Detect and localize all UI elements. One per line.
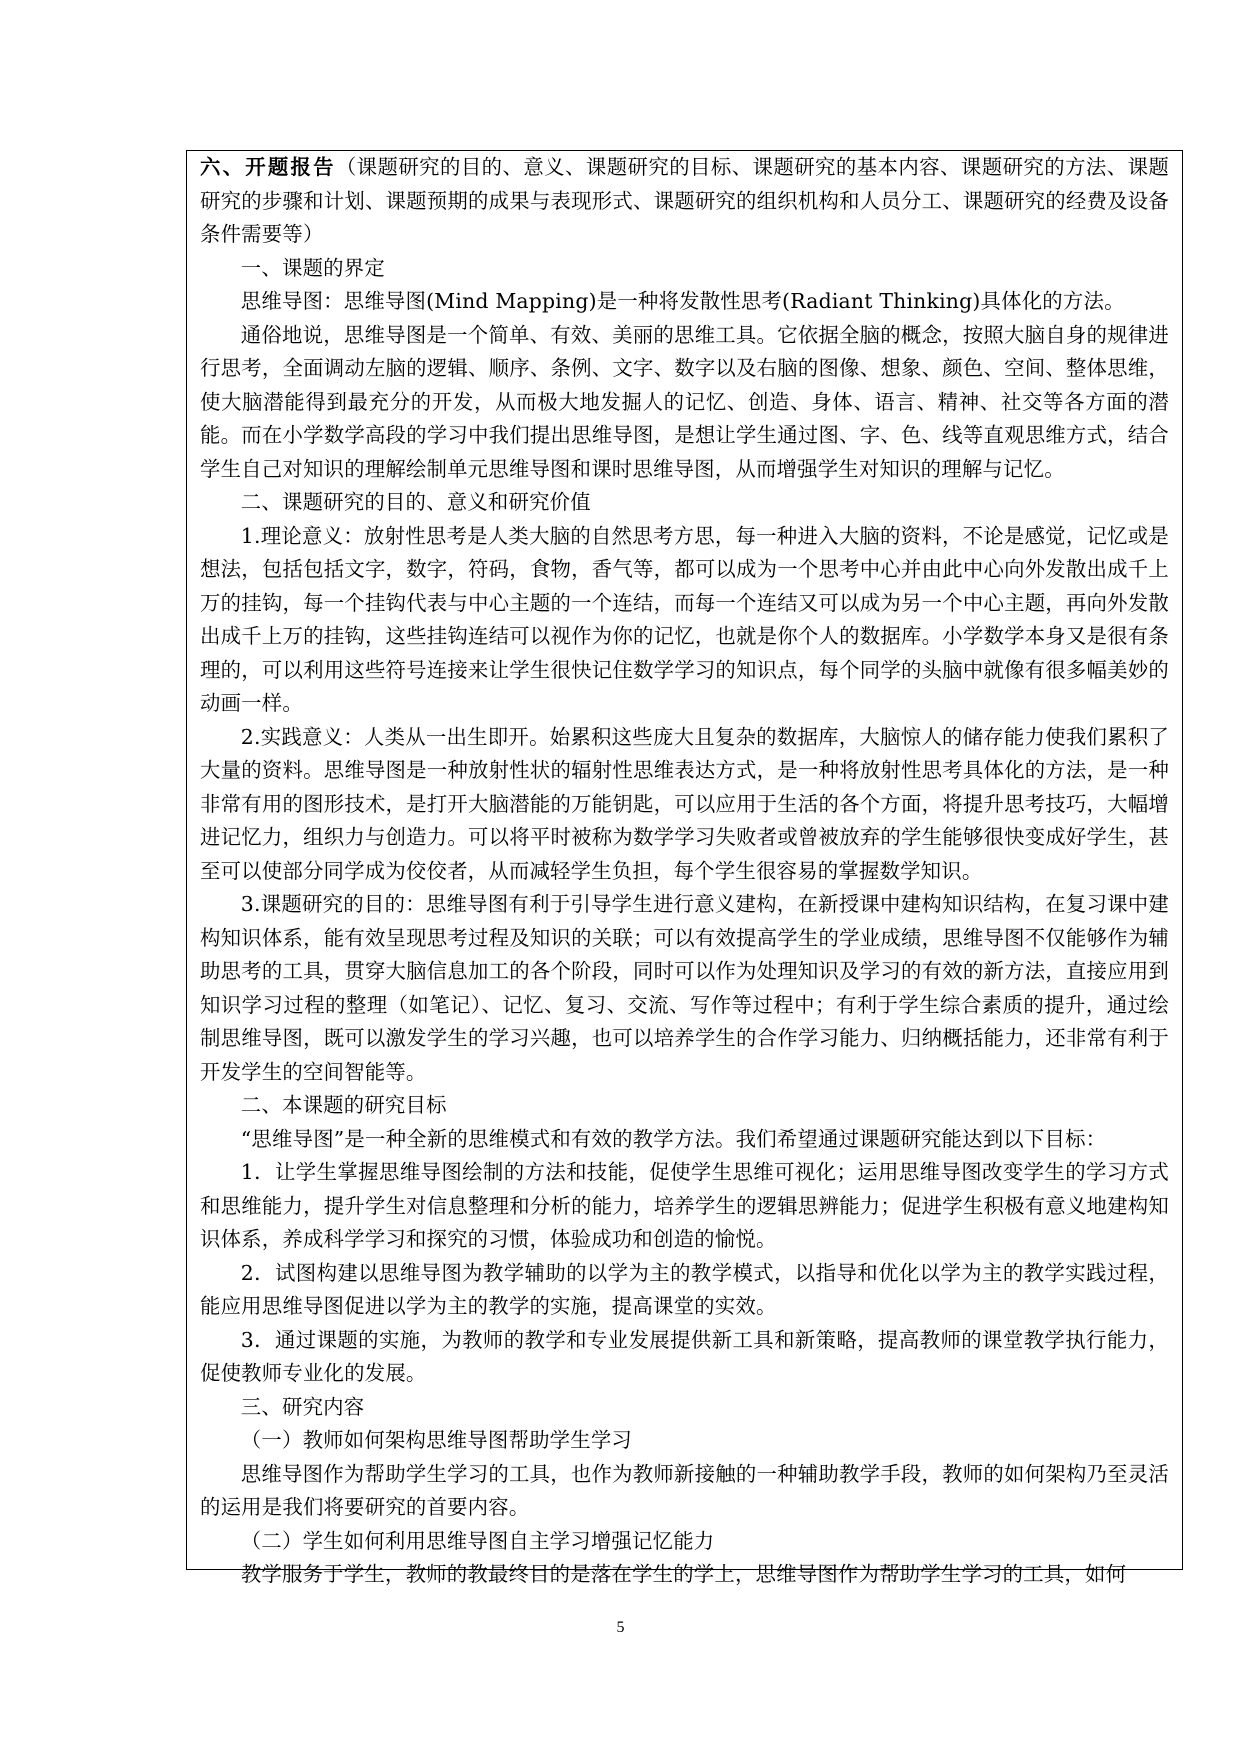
paragraph: 通俗地说，思维导图是一个简单、有效、美丽的思维工具。它依据全脑的概念，按照大脑自身的规律进行思考，全面调动左脑的逻辑、顺序、条例、文字、数字以及右脑的图像、想象、颜色、空间、整体思维，使大脑潜能得到最充分的开发，从而极大地发掘人的记忆、创造、身体、语言、精神、社交等各方面的潜能。而在小学数学高段的学习中我们提出思维导图，是想让学生通过图、字、色、线等直观思维方式，结合学生自己对知识的理解绘制单元思维导图和课时思维导图，从而增强学生对知识的理解与记忆。 [200,322,1169,481]
section-heading [200,151,1169,252]
paragraph: 3．通过课题的实施，为教师的教学和专业发展提供新工具和新策略，提高教师的课堂教学执行能力，促使教师专业化的发展。 [200,1327,1169,1385]
paragraph: “思维导图”是一种全新的思维模式和有效的教学方法。我们希望通过课题研究能达到以下目标： [240,1126,1107,1151]
section-heading-title: 六、开题报告 [200,155,336,179]
subheading-goals: 二、本课题的研究目标 [240,1093,447,1117]
subheading-purpose: 二、课题研究的目的、意义和研究价值 [240,490,591,514]
subheading-teacher: （一）教师如何架构思维导图帮助学生学习 [240,1428,633,1452]
paragraph: 1．让学生掌握思维导图绘制的方法和技能，促使学生思维可视化；运用思维导图改变学生的学习方式和思维能力，提升学生对信息整理和分析的能力，培养学生的逻辑思辨能力；促进学生积极有意义地建构知识体系，养成科学学习和探究的习惯，体验成功和创造的愉悦。 [200,1160,1169,1251]
section-heading-description: （课题研究的目的、意义、课题研究的目标、课题研究的基本内容、课题研究的方法、课题研究的步骤和计划、课题预期的成果与表现形式、课题研究的组织机构和人员分工、课题研究的经费及设备条件需要等） [200,155,1170,246]
paragraph: 2．试图构建以思维导图为教学辅助的以学为主的教学模式，以指导和优化以学为主的教学实践过程，能应用思维导图促进以学为主的教学的实施，提高课堂的实效。 [200,1260,1169,1318]
paragraph: 1.理论意义：放射性思考是人类大脑的自然思考方思，每一种进入大脑的资料，不论是感觉，记忆或是想法，包括包括文字，数字，符码，食物，香气等，都可以成为一个思考中心并由此中心向外发散出成千上万的挂钩，每一个挂钩代表与中心主题的一个连结，而每一个连结又可以成为另一个中心主题，再向外发散出成千上万的挂钩，这些挂钩连结可以视作为你的记忆，也就是你个人的数据库。小学数学本身又是很有条理的，可以利用这些符号连接来让学生很快记住数学学习的知识点，每个同学的头脑中就像有很多幅美妙的动画一样。 [200,523,1169,715]
subheading-definition: 一、课题的界定 [240,255,385,280]
paragraph: 2.实践意义：人类从一出生即开。始累积这些庞大且复杂的数据库，大脑惊人的储存能力使我们累积了大量的资料。思维导图是一种放射性状的辐射性思维表达方式，是一种将放射性思考具体化的方法，是一种非常有用的图形技术，是打开大脑潜能的万能钥匙，可以应用于生活的各个方面，将提升思考技巧，大幅增进记忆力，组织力与创造力。可以将平时被称为数学学习失败者或曾被放弃的学生能够很快变成好学生，甚至可以使部分同学成为佼佼者，从而减轻学生负担，每个学生很容易的掌握数学知识。 [200,724,1169,883]
page-number: 5 [616,1619,625,1636]
paragraph: 思维导图：思维导图(Mind Mapping)是一种将发散性思考(Radiant Thinking)具体化的方法。 [240,289,1125,313]
subheading-student: （二）学生如何利用思维导图自主学习增强记忆能力 [240,1528,715,1553]
paragraph: 教学服务于学生，教师的教最终目的是落在学生的学上，思维导图作为帮助学生学习的工具，如何 [240,1562,1127,1586]
subheading-content: 三、研究内容 [240,1394,365,1419]
report-table-cell [186,150,1183,1586]
report-body [187,151,1182,1592]
paragraph: 思维导图作为帮助学生学习的工具，也作为教师新接触的一种辅助教学手段，教师的如何架构乃至灵活的运用是我们将要研究的首要内容。 [200,1461,1169,1519]
paragraph: 3.课题研究的目的：思维导图有利于引导学生进行意义建构，在新授课中建构知识结构，在复习课中建构知识体系，能有效呈现思考过程及知识的关联；可以有效提高学生的学业成绩，思维导图不仅能够作为辅助思考的工具，贯穿大脑信息加工的各个阶段，同时可以作为处理知识及学习的有效的新方法，直接应用到知识学习过程的整理（如笔记）、记忆、复习、交流、写作等过程中；有利于学生综合素质的提升，通过绘制思维导图，既可以激发学生的学习兴趣，也可以培养学生的合作学习能力、归纳概括能力，还非常有利于开发学生的空间智能等。 [200,892,1169,1084]
